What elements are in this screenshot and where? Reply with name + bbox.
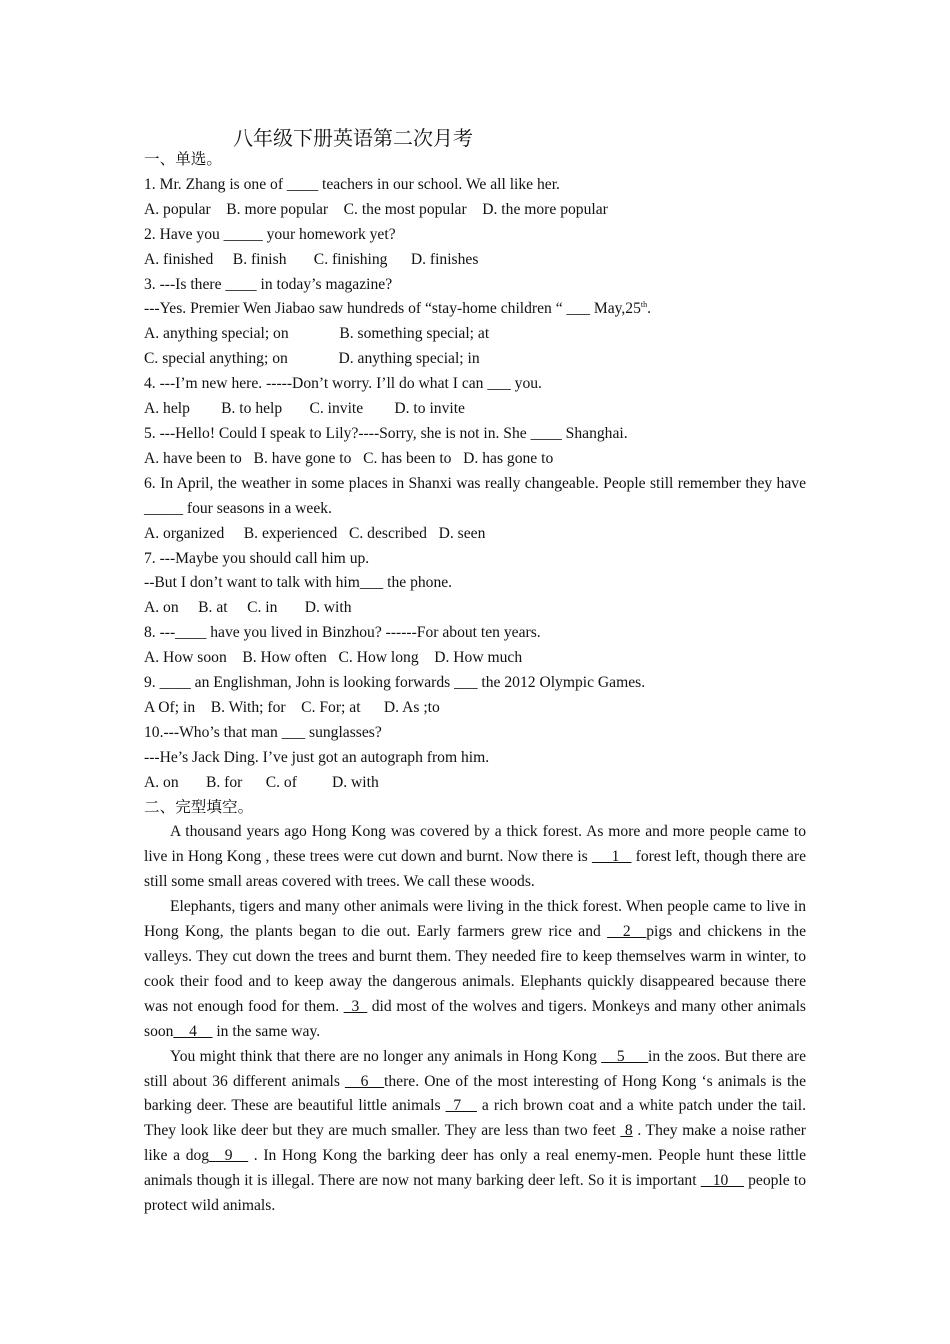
paragraph-text: pigs and chickens in the valleys. They cut down the trees and burnt them. They needed fire to keep themselves warm in winter, to cook their food and to keep away the dangerous animals. Elephants quickly disappeared because there was not enough food for them. bbox=[144, 923, 806, 1015]
paragraph-text: A thousand years ago Hong Kong was covered by a thick forest. As more and more people came to live in Hong Kong , these trees were cut down and burnt. Now there is bbox=[144, 823, 806, 866]
question-line: 9. ____ an Englishman, John is looking forwards ___ the 2012 Olympic Games. bbox=[144, 674, 646, 692]
paragraph-text: . They make a noise rather like a dog bbox=[144, 1122, 806, 1165]
paragraph-text: . In Hong Kong the barking deer has only a real enemy-men. People hunt these little animals though it is illegal. There are now not many barking deer left. So it is important bbox=[144, 1147, 806, 1190]
question-reply-line: ---He’s Jack Ding. I’ve just got an autograph from him. bbox=[144, 748, 490, 766]
options-line: A. anything special; on B. something special; at bbox=[144, 325, 490, 343]
question-line: 3. ---Is there ____ in today’s magazine? bbox=[144, 275, 393, 293]
paragraph-text: Elephants, tigers and many other animals were living in the thick forest. When people came to live in Hong Kong, the plants began to die out. Early farmers grew rice and bbox=[144, 898, 806, 941]
question-reply-line: --But I don’t want to talk with him___ the phone. bbox=[144, 574, 453, 592]
options-line: A. on B. at C. in D. with bbox=[144, 599, 352, 617]
blank-1: __1_ bbox=[591, 848, 632, 866]
paragraph-text: in the same way. bbox=[212, 1022, 321, 1040]
question-line: 7. ---Maybe you should call him up. bbox=[144, 549, 370, 567]
options-line: C. special anything; on D. anything special; in bbox=[144, 350, 480, 368]
reply-end: . bbox=[647, 300, 652, 318]
reply-text: ---Yes. Premier Wen Jiabao saw hundreds of “stay-home children “ ___ May,25 bbox=[144, 300, 641, 318]
paragraph-text: a rich brown coat and a white patch under the tail. They look like deer but they are much smaller. They are less than two feet bbox=[144, 1097, 806, 1140]
options-line: A. organized B. experienced C. described D. seen bbox=[144, 524, 486, 542]
options-line: A. popular B. more popular C. the most popular D. the more popular bbox=[144, 200, 608, 218]
question-line: 2. Have you _____ your homework yet? bbox=[144, 225, 396, 243]
paragraph-text: in the zoos. But there are still about 36 different animals bbox=[144, 1047, 806, 1090]
paragraph-text: You might think that there are no longer any animals in Hong Kong bbox=[170, 1047, 602, 1065]
paragraph-text: forest left, though there are still some small areas covered with trees. We call these woods. bbox=[144, 848, 806, 891]
question-line: 6. In April, the weather in some places in Shanxi was really changeable. People still remember they have _____ four seasons in a week. bbox=[144, 474, 806, 517]
document-body bbox=[144, 148, 806, 1219]
options-line: A. finished B. finish C. finishing D. finishes bbox=[144, 250, 479, 268]
cloze-paragraph-3 bbox=[144, 1045, 806, 1219]
cloze-paragraph-1 bbox=[144, 820, 806, 895]
options-line: A. on B. for C. of D. with bbox=[144, 773, 379, 791]
blank-10: _10__ bbox=[700, 1172, 744, 1190]
question-line: 10.---Who’s that man ___ sunglasses? bbox=[144, 723, 382, 741]
ordinal-superscript: th bbox=[640, 300, 648, 310]
question-line: 1. Mr. Zhang is one of ____ teachers in our school. We all like her. bbox=[144, 175, 560, 193]
blank-6: __6__ bbox=[345, 1072, 385, 1090]
question-line: 8. ---____ have you lived in Binzhou? ------For about ten years. bbox=[144, 624, 541, 642]
paragraph-text: people to protect wild animals. bbox=[144, 1172, 806, 1215]
blank-8: 8 bbox=[620, 1122, 633, 1140]
paragraph-text: there. One of the most interesting of Hong Kong ‘s animals is the barking deer. These are beautiful little animals bbox=[144, 1072, 806, 1115]
paragraph-text: did most of the wolves and tigers. Monkeys and many other animals soon bbox=[144, 997, 806, 1040]
blank-5: __5___ bbox=[601, 1047, 649, 1065]
options-line: A. help B. to help C. invite D. to invite bbox=[144, 400, 465, 418]
blank-7: _7__ bbox=[445, 1097, 477, 1115]
page-title: 八年级下册英语第二次月考 bbox=[233, 128, 473, 150]
options-line: A. How soon B. How often C. How long D. How much bbox=[144, 649, 523, 667]
blank-9: __9__ bbox=[209, 1147, 249, 1165]
question-line: 4. ---I’m new here. -----Don’t worry. I’ll do what I can ___ you. bbox=[144, 375, 542, 393]
section-heading-cloze: 二、完型填空。 bbox=[144, 798, 254, 816]
blank-3: _3_ bbox=[343, 997, 368, 1015]
blank-4: __4__ bbox=[173, 1022, 213, 1040]
blank-2: __2__ bbox=[607, 923, 647, 941]
question-line: 5. ---Hello! Could I speak to Lily?----Sorry, she is not in. She ____ Shanghai. bbox=[144, 424, 628, 442]
cloze-paragraph-2 bbox=[144, 895, 806, 1044]
section-heading-single-choice: 一、单选。 bbox=[144, 151, 222, 168]
options-line: A Of; in B. With; for C. For; at D. As ;to bbox=[144, 698, 440, 716]
question-reply-line bbox=[144, 297, 806, 322]
options-line: A. have been to B. have gone to C. has been to D. has gone to bbox=[144, 449, 554, 467]
